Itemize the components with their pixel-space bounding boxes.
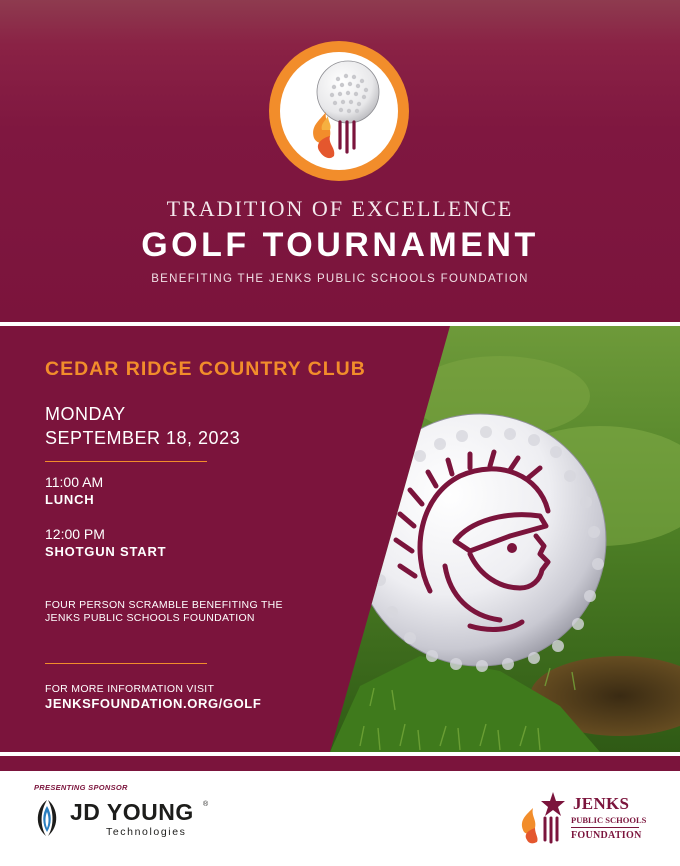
format-description: FOUR PERSON SCRAMBLE BENEFITING THE bbox=[45, 599, 283, 611]
sponsor-tagline: Technologies bbox=[106, 826, 187, 838]
trademark-mark: ® bbox=[203, 801, 209, 808]
schedule-time-start: 12:00 PM bbox=[45, 526, 105, 542]
divider-rule bbox=[45, 461, 207, 462]
schedule-time-lunch: 11:00 AM bbox=[45, 474, 104, 490]
jd-young-icon bbox=[32, 798, 62, 838]
sponsor-name: JD YOUNG bbox=[70, 799, 194, 825]
sponsor-label: PRESENTING SPONSOR bbox=[34, 783, 128, 792]
divider-rule bbox=[45, 663, 207, 664]
format-description-cont: JENKS PUBLIC SCHOOLS FOUNDATION bbox=[45, 612, 255, 624]
jenks-foundation-logo bbox=[515, 790, 571, 844]
event-tagline: TRADITION OF EXCELLENCE bbox=[166, 196, 514, 221]
org-name-line3: FOUNDATION bbox=[571, 830, 642, 841]
event-date: SEPTEMBER 18, 2023 bbox=[45, 428, 241, 448]
info-label: FOR MORE INFORMATION VISIT bbox=[45, 683, 215, 695]
star-icon bbox=[541, 792, 565, 816]
org-name: JENKS bbox=[573, 794, 630, 813]
schedule-label-lunch: LUNCH bbox=[45, 492, 95, 507]
footer-strip bbox=[0, 756, 680, 771]
schedule-label-start: SHOTGUN START bbox=[45, 544, 167, 559]
event-day: MONDAY bbox=[45, 404, 126, 424]
event-subtitle: BENEFITING THE JENKS PUBLIC SCHOOLS FOUNDATION bbox=[151, 273, 529, 285]
venue-name: CEDAR RIDGE COUNTRY CLUB bbox=[45, 358, 366, 380]
golf-ball-logo-icon bbox=[280, 52, 398, 170]
flame-icon bbox=[313, 112, 334, 158]
org-rule bbox=[571, 827, 639, 828]
org-name-line2: PUBLIC SCHOOLS bbox=[571, 815, 647, 825]
page-title: GOLF TOURNAMENT bbox=[141, 226, 539, 264]
info-link[interactable]: JENKSFOUNDATION.ORG/GOLF bbox=[45, 696, 262, 711]
